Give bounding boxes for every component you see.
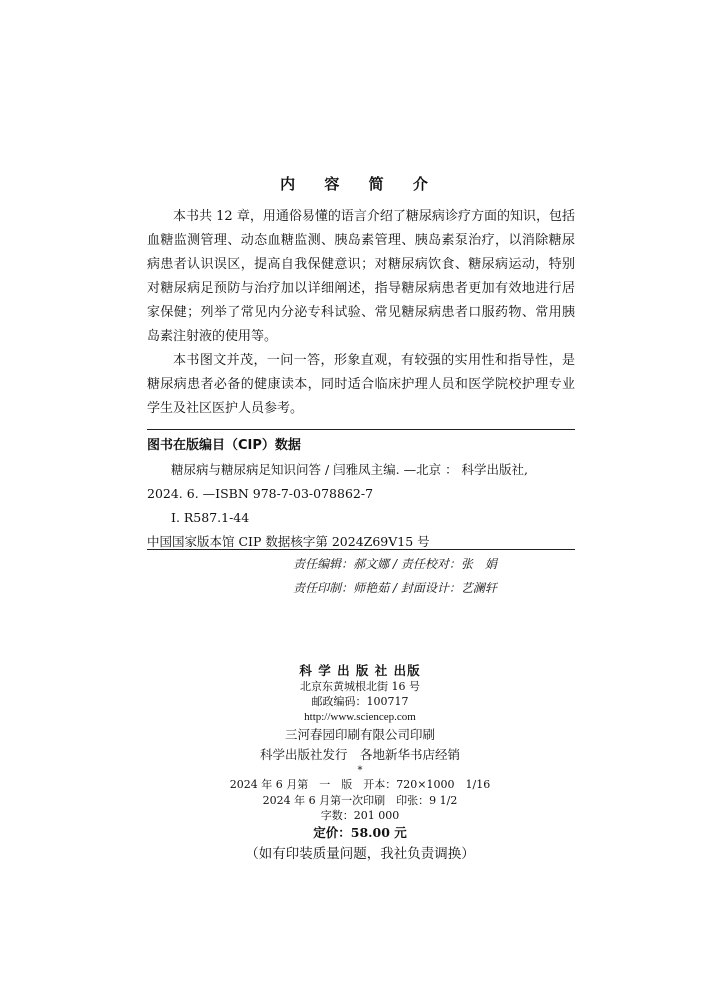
- credits-line-2: 责任印制：师艳茹 / 封面设计：艺澜轩: [293, 581, 497, 595]
- cip-line-4: 中国国家版本馆 CIP 数据核字第 2024Z69V15 号: [147, 534, 430, 549]
- publisher-address: 北京东黄城根北街 16 号: [300, 679, 420, 693]
- cip-record: [147, 458, 575, 554]
- summary-paragraph-1: 本书共 12 章，用通俗易懂的语言介绍了糖尿病诊疗方面的知识，包括血糖监测管理、动态血糖监测、胰岛素管理、胰岛素泵治疗，以消除糖尿病患者认识误区，提高自我保健意识；对糖尿病饮食、糖尿病运动，特别对糖尿病足预防与治疗加以详细阐述，指导糖尿病患者更加有效地进行居家保健；列举了常见内分泌专科试验、常见糖尿病患者口服药物、常用胰岛素注射液的使用等。: [147, 209, 575, 344]
- cip-heading: 图书在版编目（CIP）数据: [147, 438, 301, 453]
- printer: 三河春园印刷有限公司印刷: [284, 727, 435, 742]
- publisher-website: http://www.sciencep.com: [304, 710, 416, 723]
- cip-line-3: Ⅰ. R587.1-44: [171, 510, 250, 525]
- printing-info: 2024 年 6 月第一次印刷 印张：9 1/2: [262, 793, 458, 807]
- cip-bottom-rule: [147, 549, 575, 550]
- cip-line-2: 2024. 6. —ISBN 978-7-03-078862-7: [147, 486, 374, 501]
- publication-info: [0, 663, 720, 866]
- publisher-name: 科 学 出 版 社 出版: [299, 663, 421, 678]
- editorial-credits: [0, 552, 720, 600]
- cip-top-rule: [147, 429, 575, 430]
- credits-line-1: 责任编辑：郝文娜 / 责任校对：张 娟: [293, 557, 497, 571]
- separator-star: *: [357, 765, 363, 776]
- price: 定价：58.00 元: [313, 824, 407, 840]
- summary-title: 内 容 简 介: [280, 175, 440, 193]
- word-count: 字数：201 000: [320, 809, 400, 822]
- summary-paragraph-2: 本书图文并茂，一问一答，形象直观，有较强的实用性和指导性，是糖尿病患者必备的健康读本，同时适合临床护理人员和医学院校护理专业学生及社区医护人员参考。: [147, 353, 575, 416]
- edition-info: 2024 年 6 月第 一 版 开本：720×1000 1/16: [229, 778, 491, 791]
- cip-line-1: 糖尿病与糖尿病足知识问答 / 闫雅凤主编. —北京 ： 科学出版社,: [171, 462, 529, 477]
- quality-notice: （如有印装质量问题，我社负责调换）: [245, 845, 475, 862]
- postcode: 邮政编码：100717: [311, 695, 409, 708]
- summary-body: [147, 205, 575, 421]
- distribution: 科学出版社发行 各地新华书店经销: [259, 747, 460, 762]
